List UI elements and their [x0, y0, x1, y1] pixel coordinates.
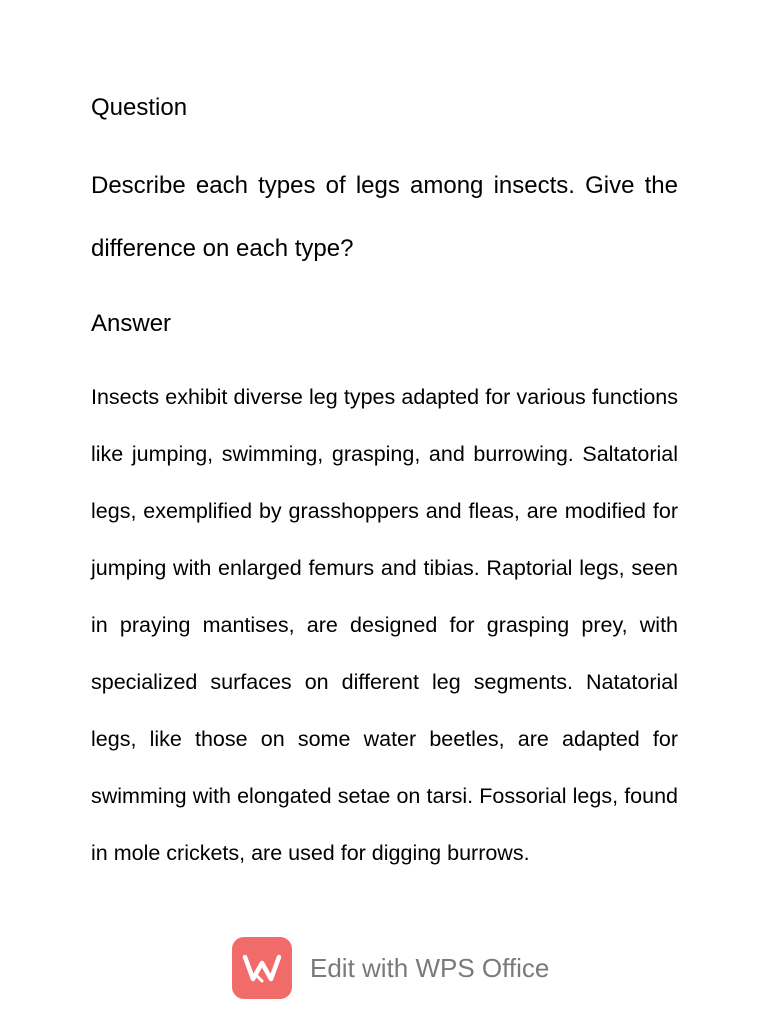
answer-text: Insects exhibit diverse leg types adapted for various functions like jumping, swimming, grasping, and burrowing. Saltatorial legs, exemplified by grasshoppers and fleas, are modified for jumping with enlarged femurs and tibias. Raptorial legs, seen in praying mantises, are designed for grasping prey, with specialized surfaces on different leg segments. Natatorial legs, like those on some water beetles, are adapted for swimming with elongated setae on tarsi. Fossorial legs, found in mole crickets, are used for digging burrows. [91, 385, 678, 865]
wps-edit-watermark[interactable] [232, 936, 549, 1000]
wps-edit-label[interactable]: Edit with WPS Office [310, 952, 550, 983]
question-heading: Question [91, 94, 188, 121]
question-text: Describe each types of legs among insects. Give the difference on each type? [91, 172, 678, 262]
wps-logo-icon [232, 937, 292, 999]
answer-heading: Answer [91, 310, 172, 337]
